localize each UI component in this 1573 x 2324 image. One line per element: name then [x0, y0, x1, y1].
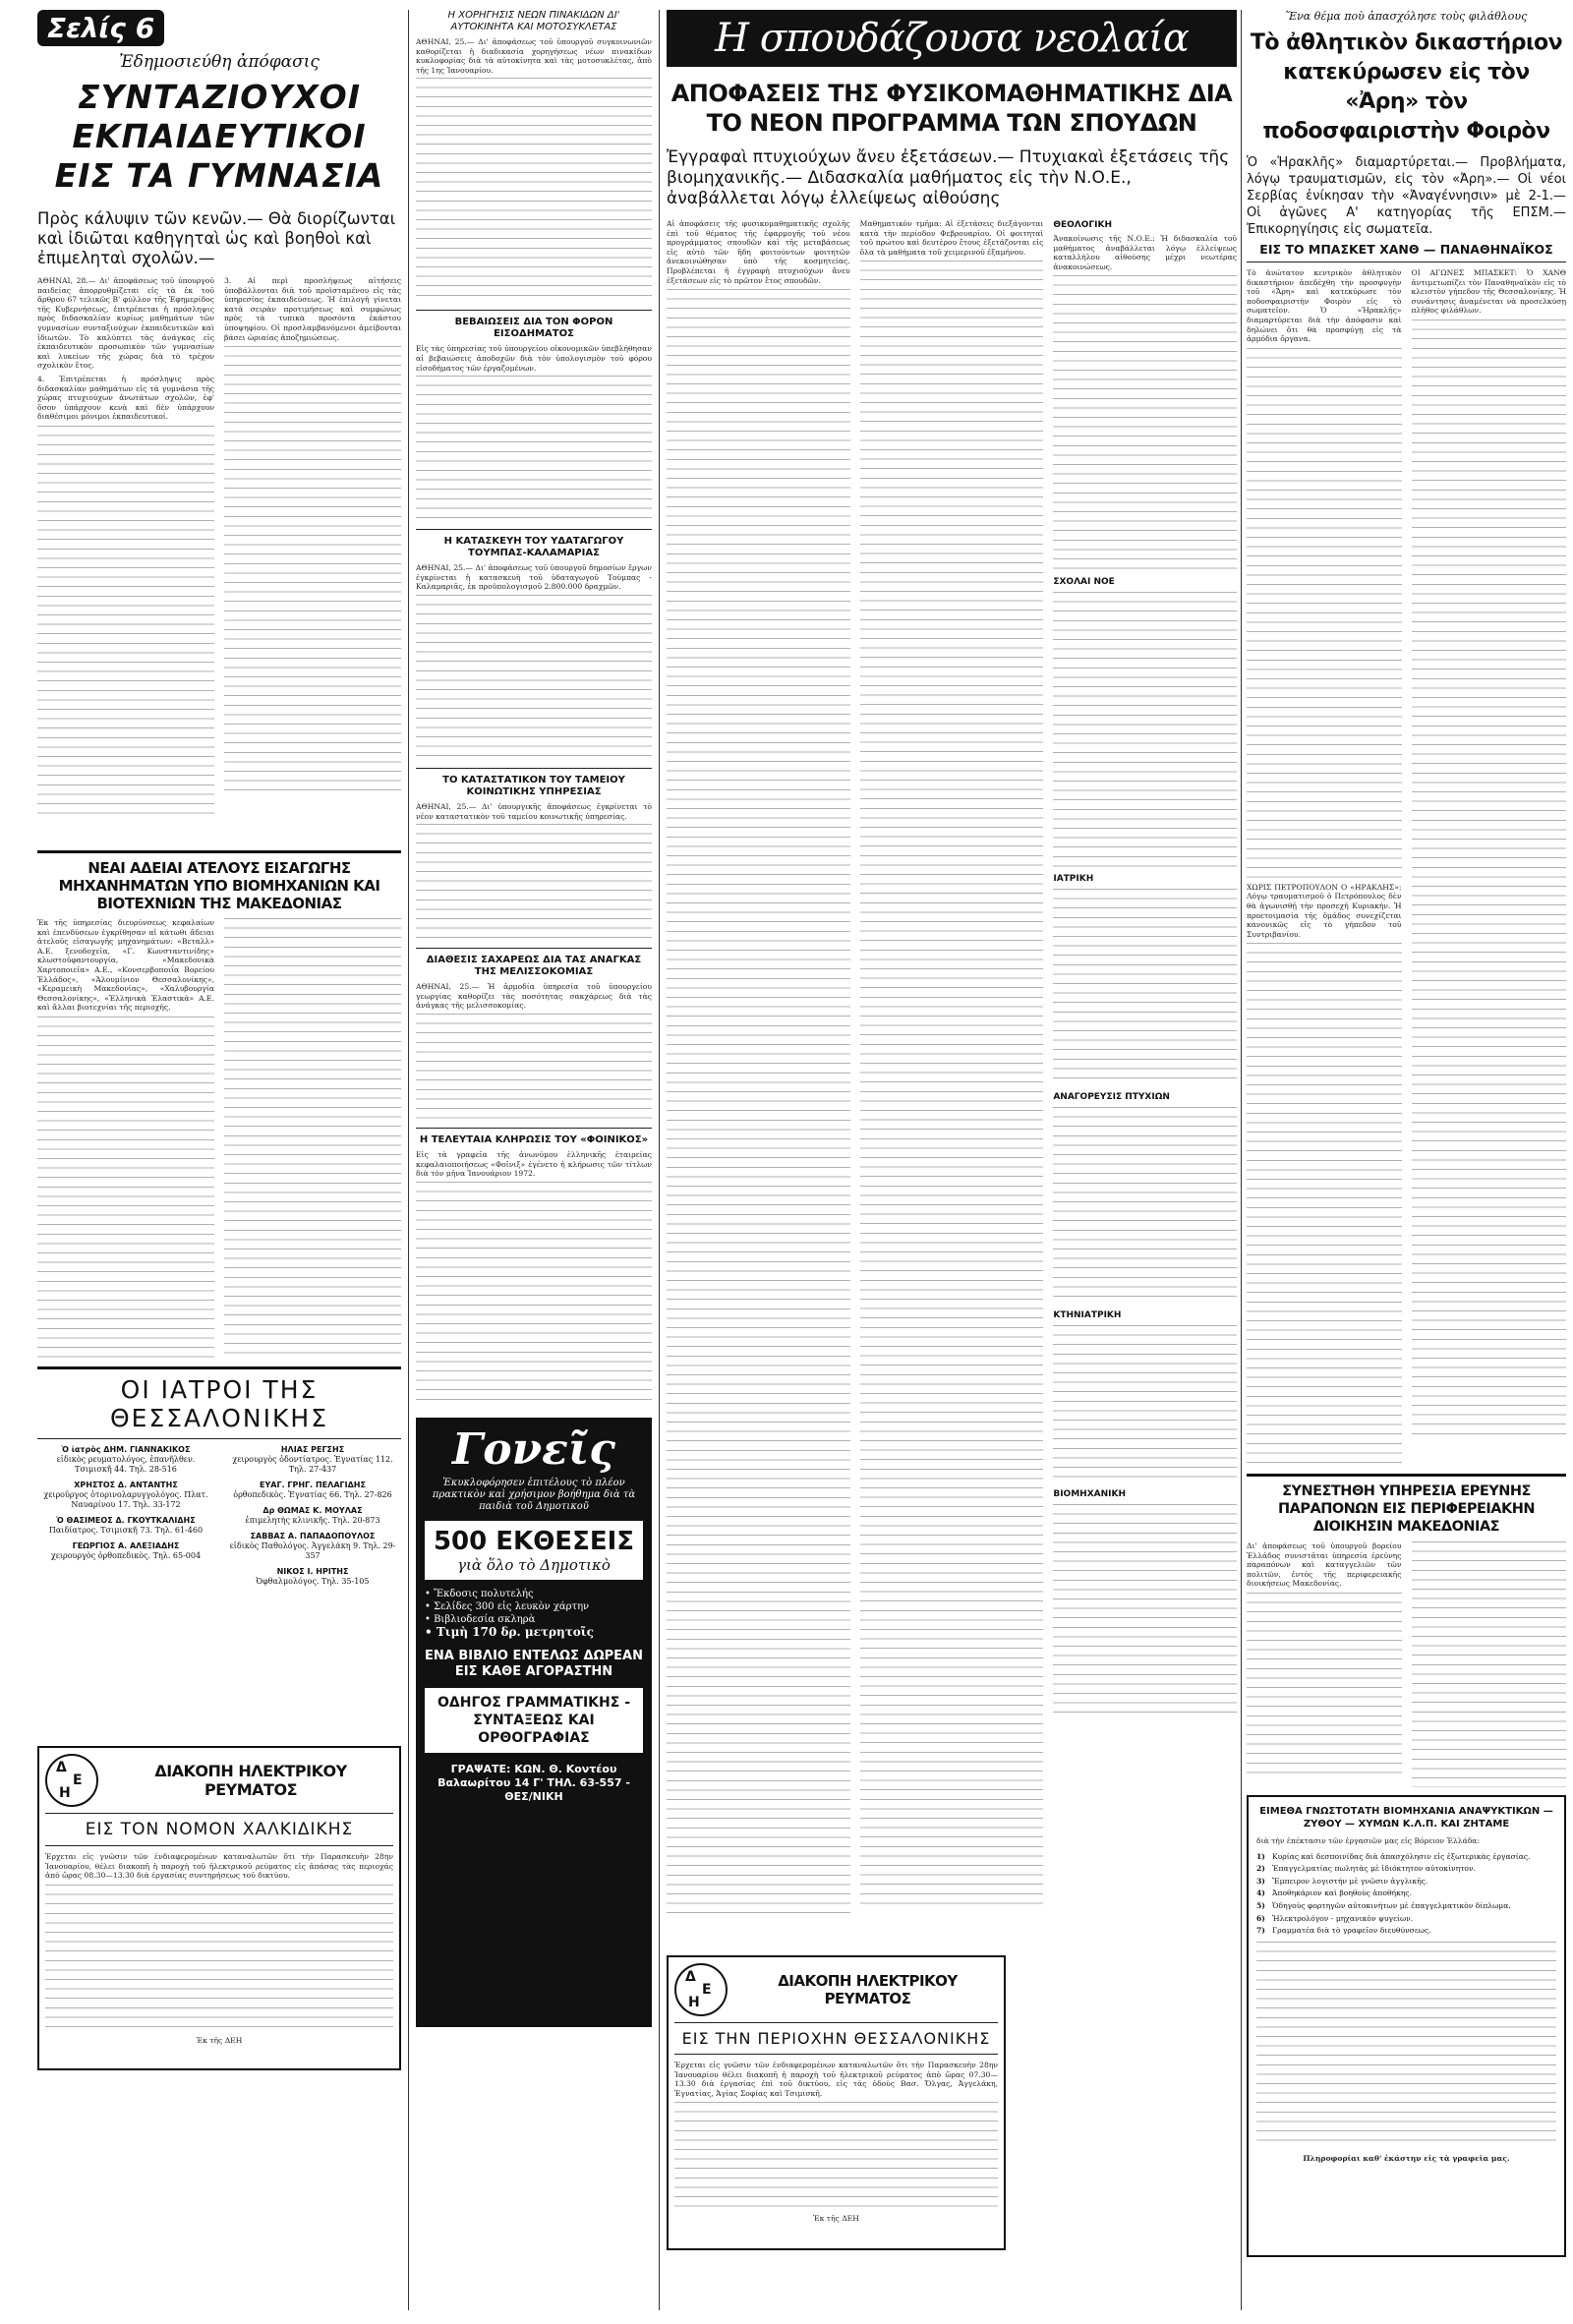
doctor-entry: Ὁ ΘΑΣΙΜΕΟΣ Δ. ΓΚΟΥΤΚΑΛΙΔΗΣ Παιδίατρος. Τσιμισκῆ 73. Τηλ. 61-460: [48, 1516, 204, 1535]
deh-logo-icon: Δ E Η: [45, 1754, 98, 1807]
ad-highlight: [425, 1521, 643, 1580]
column-3: [667, 10, 1237, 2310]
ad-bullets: [425, 1588, 643, 1639]
job-ad-headline: ΕΙΜΕΘΑ ΓΝΩΣΤΟΤΑΤΗ ΒΙΟΜΗΧΑΝΙΑ ΑΝΑΨΥΚΤΙΚΩΝ — ΖΥΘΟΥ — ΧΥΜΩΝ Κ.Λ.Π. ΚΑΙ ΖΗΤΑΜΕ: [1259, 1806, 1553, 1830]
section-label: ΘΕΟΛΟΓΙΚΗ: [1053, 220, 1112, 230]
notice-region: ΕΙΣ ΤΟΝ ΝΟΜΟΝ ΧΑΛΚΙΔΙΚΗΣ: [85, 1820, 354, 1839]
article-paragraph: ΟΙ ΑΓΩΝΕΣ ΜΠΑΣΚΕΤ: Ὁ ΧΑΝΘ ἀντιμετωπίζει τὸν Παναθηναϊκὸν εἰς τὸ κλειστὸν γήπεδον τῆς Θεσσαλονίκης. Ἡ συνάντησις ἀναμένεται νὰ προσελκύσῃ πλῆθος φιλάθλων.: [1411, 268, 1566, 316]
article-paragraph: Ἀνακοίνωσις τῆς Ν.Ο.Ε.: Ἡ διδασκαλία τοῦ μαθήματος ἀναβάλλεται λόγῳ ἐλλείψεως καταλλήλου αἰθούσης μέχρι νεωτέρας ἀνακοινώσεως.: [1053, 234, 1237, 271]
notice-body-filler: [45, 1885, 393, 2032]
article-complaints-service: [1247, 1541, 1566, 1787]
publish-note: Ἐδημοσιεύθη ἀπόφασις: [119, 52, 320, 72]
article-body-filler: [1053, 1504, 1237, 1720]
article-body-filler: [37, 426, 214, 819]
column-rule: [408, 10, 409, 2310]
headline-sugar: ΔΙΑΘΕΣΙΣ ΣΑΧΑΡΕΩΣ ΔΙΑ ΤΑΣ ΑΝΑΓΚΑΣ ΤΗΣ ΜΕΛΙΣΣΟΚΟΜΙΑΣ: [426, 955, 642, 978]
article-body-filler: [416, 595, 652, 762]
article-paragraph: 3. Αἱ περὶ προσλήψεως αἰτήσεις ὑποβάλλονται διὰ τοῦ προϊσταμένου εἰς τὰς ὑπηρεσίας ἐκπαιδεύσεως. Ἡ ἐπιλογὴ γίνεται κατὰ σειρὰν προτιμήσεως καὶ συμφώνως πρὸς τὰ τυπικὰ προσόντα ἑκάστου ὑποψηφίου. Οἱ προσλαμβανόμενοι ἀμείβονται βάσει ὡριαίας ἀποζημιώσεως.: [224, 276, 401, 342]
subhead-sports-court: Ὁ «Ἡρακλῆς» διαμαρτύρεται.— Προβλήματα, λόγῳ τραυματισμῶν, εἰς τὸν «Ἀρη».— Οἱ νέοι Σερβίας ἐνίκησαν τὴν «Ἀναγέννησιν» μὲ 2-1.— Οἱ ἀγῶνες Α' κατηγορίας τῆς ΕΠΣΜ.— Ἐπικορηγίησις εἰς σωματεῖα.: [1247, 155, 1566, 237]
article-paragraph: ΑΘΗΝΑΙ, 25.— Δι' ἀποφάσεως τοῦ ὑπουργοῦ δημοσίων ἔργων ἐγκρίνεται ἡ κατασκευὴ τοῦ ὑδαταγωγοῦ Τούμπας - Καλαμαριᾶς, ἐκ προϋπολογισμοῦ 2.800.000 δραχμῶν.: [416, 563, 652, 592]
article-paragraph: Μαθηματικὸν τμῆμα: Αἱ ἐξετάσεις διεξάγονται κατὰ τὴν περίοδον Φεβρουαρίου. Οἱ φοιτηταὶ τοῦ πρώτου καὶ δευτέρου ἔτους ἐξετάζονται εἰς ὅλα τὰ μαθήματα τοῦ χειμερινοῦ ἑξαμήνου.: [859, 219, 1044, 257]
article-body-filler: [860, 261, 1044, 1912]
article-body-filler: [416, 376, 652, 523]
notice-title: ΔΙΑΚΟΠΗ ΗΛΕΚΤΡΙΚΟΥ ΡΕΥΜΑΤΟΣ: [778, 1972, 958, 2007]
job-ad-item: 2) Ἐπαγγελματίας πωλητὰς μὲ ἰδιόκτητον αὐτοκίνητον.: [1256, 1864, 1477, 1874]
article-paragraph: Εἰς τὰς ὑπηρεσίας τοῦ ὑπουργείου οἰκονομικῶν ὑπεβλήθησαν αἱ βεβαιώσεις ἀποδοχῶν διὰ τὸν ὑπολογισμὸν τοῦ φόρου εἰσοδήματος τῶν ἐργαζομένων.: [416, 344, 652, 373]
page-number-badge: Σελίς 6: [37, 10, 164, 46]
column-rule: [1241, 10, 1242, 2310]
ad-bullet: • Σελίδες 300 εἰς λευκὸν χάρτην: [425, 1600, 590, 1612]
article-pensioner-teachers: [37, 276, 401, 844]
doctor-entry: ΗΛΙΑΣ ΡΕΓΣΗΣ χειρουργὸς ὀδοντίατρος. Ἐγνατίας 112. Τηλ. 27-437: [232, 1445, 393, 1474]
article-paragraph: ΧΩΡΙΣ ΠΕΤΡΟΠΟΥΛΟΝ Ο «ΗΡΑΚΛΗΣ»: Λόγῳ τραυματισμοῦ ὁ Πετρόπουλος δὲν θὰ ἀγωνισθῇ τὴν προσεχῆ Κυριακήν. Ἡ προετοιμασία τῆς ὁμάδος συνεχίζεται κανονικῶς εἰς τὸ γήπεδον τοῦ Συντριβανίου.: [1247, 882, 1402, 939]
article-body-filler: [1247, 1593, 1402, 1779]
headline-doctors: ΟΙ ΙΑΤΡΟΙ ΤΗΣ ΘΕΣΣΑΛΟΝΙΚΗΣ: [109, 1375, 328, 1432]
section-label: ΒΙΟΜΗΧΑΝΙΚΗ: [1053, 1489, 1126, 1500]
article-paragraph: Δι' ἀποφάσεως τοῦ ὑπουργοῦ βορείου Ἑλλάδος συνιστᾶται ὑπηρεσία ἐρεύνης παραπόνων καὶ καταγγελιῶν τῶν πολιτῶν, ἐντὸς τῆς περιφερειακῆς διοικήσεως Μακεδονίας.: [1247, 1541, 1402, 1589]
deh-logo-icon: Δ E Η: [674, 1963, 728, 2016]
doctor-entry: Δρ ΘΩΜΑΣ Κ. ΜΟΥΛΑΣ ἐπιμελητὴς κλινικῆς. Τηλ. 20-873: [245, 1506, 380, 1525]
article-machinery-imports: [37, 918, 401, 1361]
article-paragraph: ΑΘΗΝΑΙ, 25.— Ἡ ἁρμοδία ὑπηρεσία τοῦ ὑπουργείου γεωργίας καθορίζει τὰς ποσότητας σακχάρεως διὰ τὰς ἀνάγκας τῆς μελισσοκομίας.: [416, 982, 652, 1011]
ad-gift: ΕΝΑ ΒΙΒΛΙΟ ΕΝΤΕΛΩΣ ΔΩΡΕΑΝ ΕΙΣ ΚΑΘΕ ΑΓΟΡΑΣΤΗΝ: [425, 1648, 643, 1679]
job-ad-item: 3) Ἔμπειρον λογιστήν μὲ γνῶσιν ἀγγλικῆς.: [1256, 1876, 1428, 1886]
job-ad-filler: [1256, 1942, 1556, 2148]
article-body-filler: [1412, 1541, 1567, 1787]
notice-region: ΕΙΣ ΤΗΝ ΠΕΡΙΟΧΗΝ ΘΕΣΣΑΛΟΝΙΚΗΣ: [681, 2029, 991, 2048]
article-body-filler: [667, 289, 850, 1921]
job-ad-item: 7) Γραμματέα διὰ τὸ γραφεῖον διευθύνσεως.: [1256, 1926, 1431, 1936]
ad-count: 500 ΕΚΘΕΣΕΙΣ: [433, 1526, 635, 1556]
article-body-filler: [1053, 275, 1237, 570]
article-physics-math: [667, 219, 1237, 1949]
column-1: [37, 10, 401, 2310]
article-body-filler: [416, 1182, 652, 1408]
article-body-filler: [37, 1017, 214, 1361]
basket-headline: ΕΙΣ ΤΟ ΜΠΑΣΚΕΤ ΧΑΝΘ — ΠΑΝΑΘΗΝΑΪΚΟΣ: [1259, 242, 1553, 257]
notice-signature: Ἐκ τῆς ΔΕΗ: [196, 2035, 243, 2045]
article-paragraph: 4. Ἐπιτρέπεται ἡ πρόσληψις πρὸς διδασκαλίαν μαθημάτων εἰς τὰ γυμνάσια τῆς χώρας πτυχιούχων ἀνωτάτων σχολῶν, ἐφ' ὅσον ὑπάρχουν κενὰ καὶ δὲν ὑπάρχουν διαθέσιμοι μόνιμοι ἐκπαιδευτικοί.: [37, 374, 214, 422]
ad-bullet: • Βιβλιοδεσία σκληρὰ: [425, 1613, 536, 1625]
subhead-physics-math: Ἐγγραφαὶ πτυχιούχων ἄνευ ἐξετάσεων.— Πτυχιακαὶ ἐξετάσεις τῆς βιομηχανικῆς.— Διδασκαλία μαθήματος εἰς τὴν Ν.Ο.Ε., ἀναβάλλεται λόγῳ ἐλλείψεως αἰθούσης: [667, 147, 1230, 208]
doctor-entry: ΕΥΑΓ. ΓΡΗΓ. ΠΕΛΑΓΙΔΗΣ ὀρθοπεδικὸς. Ἐγνατίας 66. Τηλ. 27-826: [233, 1481, 392, 1499]
article-body-filler: [224, 918, 401, 1361]
job-ad-item: 6) Ἠλεκτρολόγον - μηχανικὸν ψυγείων.: [1256, 1913, 1414, 1923]
job-advertisement: [1247, 1795, 1566, 2257]
article-paragraph: Εἰς τὰ γραφεῖα τῆς ἀνωνύμου ἑλληνικῆς ἑταιρείας κεφαλαιοποιήσεως «Φοῖνιξ» ἐγένετο ἡ κλήρωσις τῶν τίτλων διὰ τὸν μῆνα Ἰανουάριον 1972.: [416, 1149, 652, 1179]
job-ad-footer: Πληροφορίαι καθ' ἑκάστην εἰς τὰ γραφεῖα μας.: [1303, 2153, 1510, 2163]
headline-community-fund: ΤΟ ΚΑΤΑΣΤΑΤΙΚΟΝ ΤΟΥ ΤΑΜΕΙΟΥ ΚΟΙΝΩΤΙΚΗΣ ΥΠΗΡΕΣΙΑΣ: [442, 774, 625, 797]
headline-complaints-service: ΣΥΝΕΣΤΗΘΗ ΥΠΗΡΕΣΙΑ ΕΡΕΥΝΗΣ ΠΑΡΑΠΟΝΩΝ ΕΙΣ ΠΕΡΙΦΕΡΕΙΑΚΗΝ ΔΙΟΙΚΗΣΙΝ ΜΑΚΕΔΟΝΙΑΣ: [1277, 1483, 1536, 1535]
article-body-filler: [1053, 592, 1237, 867]
article-paragraph: Αἱ ἀποφάσεις τῆς φυσικομαθηματικῆς σχολῆς ἐπὶ τοῦ θέματος τῆς ἐφαρμογῆς τοῦ νέου προγράμματος σπουδῶν καὶ τῆς μεταβάσεως εἰς αὐτὸ τῶν ἤδη φοιτούντων φοιτητῶν ἀνεκοινώθησαν ὑπὸ τῆς κοσμητείας. Προβλέπεται ἡ ἐγγραφὴ πτυχιούχων ἄνευ ἐξετάσεων εἰς τὸ πρῶτον ἔτος σπουδῶν.: [667, 219, 850, 285]
ad-subtitle: Ἐκυκλοφόρησεν ἐπιτέλους τὸ πλέον πρακτικὸν καὶ χρήσιμον βοήθημα διὰ τὰ παιδιὰ τοῦ Δημοτικοῦ: [432, 1477, 636, 1512]
notice-body: Ἐρχεται εἰς γνῶσιν τῶν ἐνδιαφερομένων καταναλωτῶν ὅτι τὴν Παρασκευὴν 28ην Ἰανουαρίου, θέλει διακοπῆ ἡ παροχὴ τοῦ ἠλεκτρικοῦ ρεύματος εἰς ἀπάσας τὰς περιοχάς ἀπὸ ὥρας 08.30—13.30 διὰ ἐργασίας συντηρήσεως τοῦ δικτύου.: [45, 1852, 393, 1881]
notice-title: ΔΙΑΚΟΠΗ ΗΛΕΚΤΡΙΚΟΥ ΡΕΥΜΑΤΟΣ: [154, 1762, 347, 1799]
job-ad-intro: διὰ τὴν ἐπέκτασιν τῶν ἐργασιῶν μας εἰς Βόρειον Ἑλλάδα:: [1256, 1836, 1480, 1845]
headline-aqueduct: Η ΚΑΤΑΣΚΕΥΗ ΤΟΥ ΥΔΑΤΑΓΩΓΟΥ ΤΟΥΜΠΑΣ-ΚΑΛΑΜΑΡΙΑΣ: [443, 536, 624, 559]
article-paragraph: ΑΘΗΝΑΙ, 25.— Δι' ὑπουργικῆς ἀποφάσεως ἐγκρίνεται τὸ νέον καταστατικὸν τοῦ ταμείου κοινωτικῆς ὑπηρεσίας.: [416, 801, 652, 821]
job-ad-list: [1256, 1852, 1556, 1936]
power-outage-notice-chalkidiki: [37, 1746, 401, 2070]
article-body-filler: [1053, 1325, 1237, 1482]
article-body-filler: [1247, 943, 1402, 1468]
doctor-entry: ΣΑΒΒΑΣ Α. ΠΑΠΑΔΟΠΟΥΛΟΣ εἰδικὸς Παθολόγος. Ἁγγελάκη 9. Τηλ. 29-357: [229, 1532, 396, 1560]
article-paragraph: Ἐκ τῆς ὑπηρεσίας διευρύνσεως κεφαλαίων καὶ ἐπενδύσεων ἐγκρίθησαν αἱ κάτωθι ἄδειαι ἀτελοῦς εἰσαγωγῆς μηχανημάτων: «Βεταλλ» Α.Ε. ξενοδοχεῖα, «Γ. Κωνσταντινίδης» κλωστοϋφαντουργία, «Μακεδονικὰ Χαρτοποιεῖα» Α.Ε., «Κονσερβοποιΐα Βορείου Ἑλλάδος», «Ἀλουμίνιον Θεσσαλονίκης», «Κεραμεικὴ Μακεδονίας», «Χαλυβουργία Θεσσαλονίκης», «Ἑλληνικὰ Ἐλαστικὰ» Α.Ε. καὶ ἄλλαι βιοτεχνίαι τῆς περιοχῆς.: [37, 918, 214, 1013]
article-paragraph: ΑΘΗΝΑΙ, 25.— Δι' ἀποφάσεως τοῦ ὑπουργοῦ συγκοινωνιῶν καθορίζεται ἡ διαδικασία χορηγήσεως νέων πινακίδων κυκλοφορίας διὰ τὰ αὐτοκίνητα καὶ τὰς μοτοσυκλέτας, ἀπὸ τῆς 1ης Ἰανουαρίου.: [416, 37, 652, 75]
headline-machinery-imports: ΝΕΑΙ ΑΔΕΙΑΙ ΑΤΕΛΟΥΣ ΕΙΣΑΓΩΓΗΣ ΜΗΧΑΝΗΜΑΤΩΝ ΥΠΟ ΒΙΟΜΗΧΑΝΙΩΝ ΚΑΙ ΒΙΟΤΕΧΝΙΩΝ ΤΗΣ ΜΑΚΕΔΟΝΙΑΣ: [58, 859, 380, 912]
subhead-pensioner-teachers: Πρὸς κάλυψιν τῶν κενῶν.— Θὰ διορίζωνται καὶ ἰδιῶται καθηγηταὶ ὡς καὶ βοηθοὶ καὶ ἐπιμεληταὶ σχολῶν.—: [37, 209, 396, 267]
article-body-filler: [1412, 320, 1567, 1440]
headline-physics-math: ΑΠΟΦΑΣΕΙΣ ΤΗΣ ΦΥΣΙΚΟΜΑΘΗΜΑΤΙΚΗΣ ΔΙΑ ΤΟ ΝΕΟΝ ΠΡΟΓΡΑΜΜΑ ΤΩΝ ΣΠΟΥΔΩΝ: [670, 80, 1233, 137]
doctor-entry: ΝΙΚΟΣ Ι. ΗΡΙΤΗΣ Ὀφθαλμολόγος. Τηλ. 35-105: [256, 1567, 370, 1586]
article-sports-court: [1247, 268, 1566, 1468]
article-body-filler: [416, 1014, 652, 1122]
job-ad-item: 5) Ὁδηγοὺς φορτηγῶν αὐτοκινήτων μὲ ἐπαγγελματικὸν δίπλωμα.: [1256, 1900, 1511, 1910]
article-body-filler: [1247, 348, 1402, 879]
ad-guide: ΟΔΗΓΟΣ ΓΡΑΜΜΑΤΙΚΗΣ - ΣΥΝΤΑΞΕΩΣ ΚΑΙ ΟΡΘΟΓΡΑΦΙΑΣ: [425, 1688, 643, 1753]
doctor-entry: ΧΡΗΣΤΟΣ Δ. ΑΝΤΑΝΤΗΣ χειροῦργος ὀτορινολαρυγγολόγος. Πλατ. Ναυαρίνου 17. Τηλ. 33-172: [43, 1481, 208, 1509]
article-body-filler: [1053, 889, 1237, 1085]
article-paragraph: Τὸ ἀνώτατον κεντρικὸν ἀθλητικὸν δικαστήριον ἀπεδέχθη τὴν προσφυγὴν τοῦ «Ἄρη» καὶ κατεκύρωσε τὸν ποδοσφαιριστὴν Φοιρὸν εἰς τὸ σωματεῖον. Ὁ «Ἡρακλῆς» διαμαρτύρεται διὰ τὴν ἀπόφασιν καὶ δηλώνει ὅτι θὰ προσφύγῃ εἰς τὰ ἁρμόδια ὄργανα.: [1247, 268, 1402, 344]
notice-body-filler: [674, 2102, 998, 2210]
section-label: ΙΑΤΡΙΚΗ: [1053, 874, 1094, 885]
headline-pensioner-teachers: ΣΥΝΤΑΖΙΟΥΧΟΙ ΕΚΠΑΙΔΕΥΤΙΚΟΙ ΕΙΣ ΤΑ ΓΥΜΝΑΣΙΑ: [54, 78, 384, 195]
doctor-entry: Ὁ ἰατρὸς ΔΗΜ. ΓΙΑΝΝΑΚΙΚΟΣ εἰδικὸς ρευματολόγος, ἐπανῆλθεν. Τσιμισκῆ 44. Τηλ. 28-516: [56, 1445, 196, 1474]
doctors-directory: [37, 1445, 401, 1740]
ad-count-sub: γιὰ ὅλο τὸ Δημοτικὸ: [457, 1555, 611, 1574]
article-body-filler: [416, 824, 652, 942]
newspaper-page: [37, 10, 1566, 2315]
notice-body: Ἐρχεται εἰς γνῶσιν τῶν ἐνδιαφερομένων καταναλωτῶν ὅτι τὴν Παρασκευὴν 28ην Ἰανουαρίου θέλει διακοπῆ ἡ παροχὴ τοῦ ἠλεκτρικοῦ ρεύματος ἀπὸ ὥρας 07.30—13.30 διὰ ἐργασίας ἐπὶ τοῦ δικτύου, εἰς τὰς ὁδοὺς Βασ. Ὄλγας, Ἀγγελάκη, Ἐγνατίας, Ἁγίας Σοφίας καὶ Τσιμισκῆ.: [674, 2061, 998, 2098]
job-ad-item: 4) Ἀποθηκάριον καὶ βοηθοὺς ἀποθήκης.: [1256, 1888, 1413, 1898]
section-label: ΣΧΟΛΑΙ ΝΟΕ: [1053, 577, 1115, 588]
column-2: [416, 10, 652, 2310]
advertisement-essays: [416, 1418, 652, 2027]
ad-bullet: • Τιμὴ 170 δρ. μετρητοῖς: [425, 1624, 594, 1639]
section-label: ΑΝΑΓΟΡΕΥΣΙΣ ΠΤΥΧΙΩΝ: [1053, 1092, 1170, 1103]
power-outage-notice-thessaloniki: [667, 1955, 1006, 2250]
ad-contact: ΓΡΑΨΑΤΕ: ΚΩΝ. Θ. Κοντέου Βαλαωρίτου 14 Γ' ΤΗΛ. 63-557 - ΘΕΣ/ΝΙΚΗ: [437, 1762, 630, 1803]
headline-sports-court: Τὸ ἀθλητικὸν δικαστήριον κατεκύρωσεν εἰς τὸν «Ἀρη» τὸν ποδοσφαιριστὴν Φοιρὸν: [1250, 30, 1563, 144]
article-body-filler: [1053, 1107, 1237, 1304]
headline-phoenix-lottery: Η ΤΕΛΕΥΤΑΙΑ ΚΛΗΡΩΣΙΣ ΤΟΥ «ΦΟΙΝΙΚΟΣ»: [419, 1133, 649, 1145]
kicker: Ἕνα θέμα ποὺ ἀπασχόλησε τοὺς φιλάθλους: [1285, 10, 1528, 23]
article-body-filler: [416, 78, 652, 304]
column-4: [1247, 10, 1566, 2310]
job-ad-item: 1) Κυρίας καὶ δεσποινίδας διὰ ἀπασχόλησιν εἰς ἐξωτερικὰς ἐργασίας.: [1256, 1851, 1531, 1861]
headline-income-tax: ΒΕΒΑΙΩΣΕΙΣ ΔΙΑ ΤΟΝ ΦΟΡΟΝ ΕΙΣΟΔΗΜΑΤΟΣ: [454, 317, 613, 340]
section-banner: Η σπουδάζουσα νεολαία: [667, 10, 1237, 67]
article-paragraph: ΑΘΗΝΑΙ, 28.— Δι' ἀποφάσεως τοῦ ὑπουργοῦ παιδείας ἀπορρυθμίζεται εἰς τὰ ἐκ τοῦ ἄρθρου 67 τελικῶς Β' φύλλον τῆς Ἐφημερίδος τῆς Κυβερνήσεως, ἐπιτρέπεται ἡ πρόσληψις πρὸς διδασκαλίαν κυρίως μαθημάτων τῶν γυμνασίων συνταξιούχων ἐκπαιδευτικῶν καὶ ἰδιωτῶν. Τὸ καλύπτει τὰς ἀνάγκας εἰς ἐκπαιδευτικὸν προσωπικὸν τῶν γυμνασίων καὶ λυκείων τῆς χώρας διὰ τὸ τρέχον σχολικὸν ἔτος.: [37, 276, 214, 371]
headline-license-plates: Η ΧΟΡΗΓΗΣΙΣ ΝΕΩΝ ΠΙΝΑΚΙΔΩΝ ΔΙ' ΑΥΤΟΚΙΝΗΤΑ ΚΑΙ ΜΟΤΟΣΥΚΛΕΤΑΣ: [447, 10, 620, 32]
column-rule: [659, 10, 660, 2310]
ad-title: Γονεῖς: [452, 1423, 615, 1475]
section-label: ΚΤΗΝΙΑΤΡΙΚΗ: [1053, 1310, 1122, 1321]
notice-signature: Ἐκ τῆς ΔΕΗ: [813, 2214, 859, 2224]
ad-bullet: • Ἔκδοσις πολυτελής: [425, 1588, 534, 1599]
article-body-filler: [224, 346, 401, 798]
doctor-entry: ΓΕΩΡΓΙΟΣ Α. ΑΛΕΞΙΑΔΗΣ χειρουργὸς ὀρθοπεδικὸς. Τηλ. 65-004: [50, 1541, 202, 1560]
